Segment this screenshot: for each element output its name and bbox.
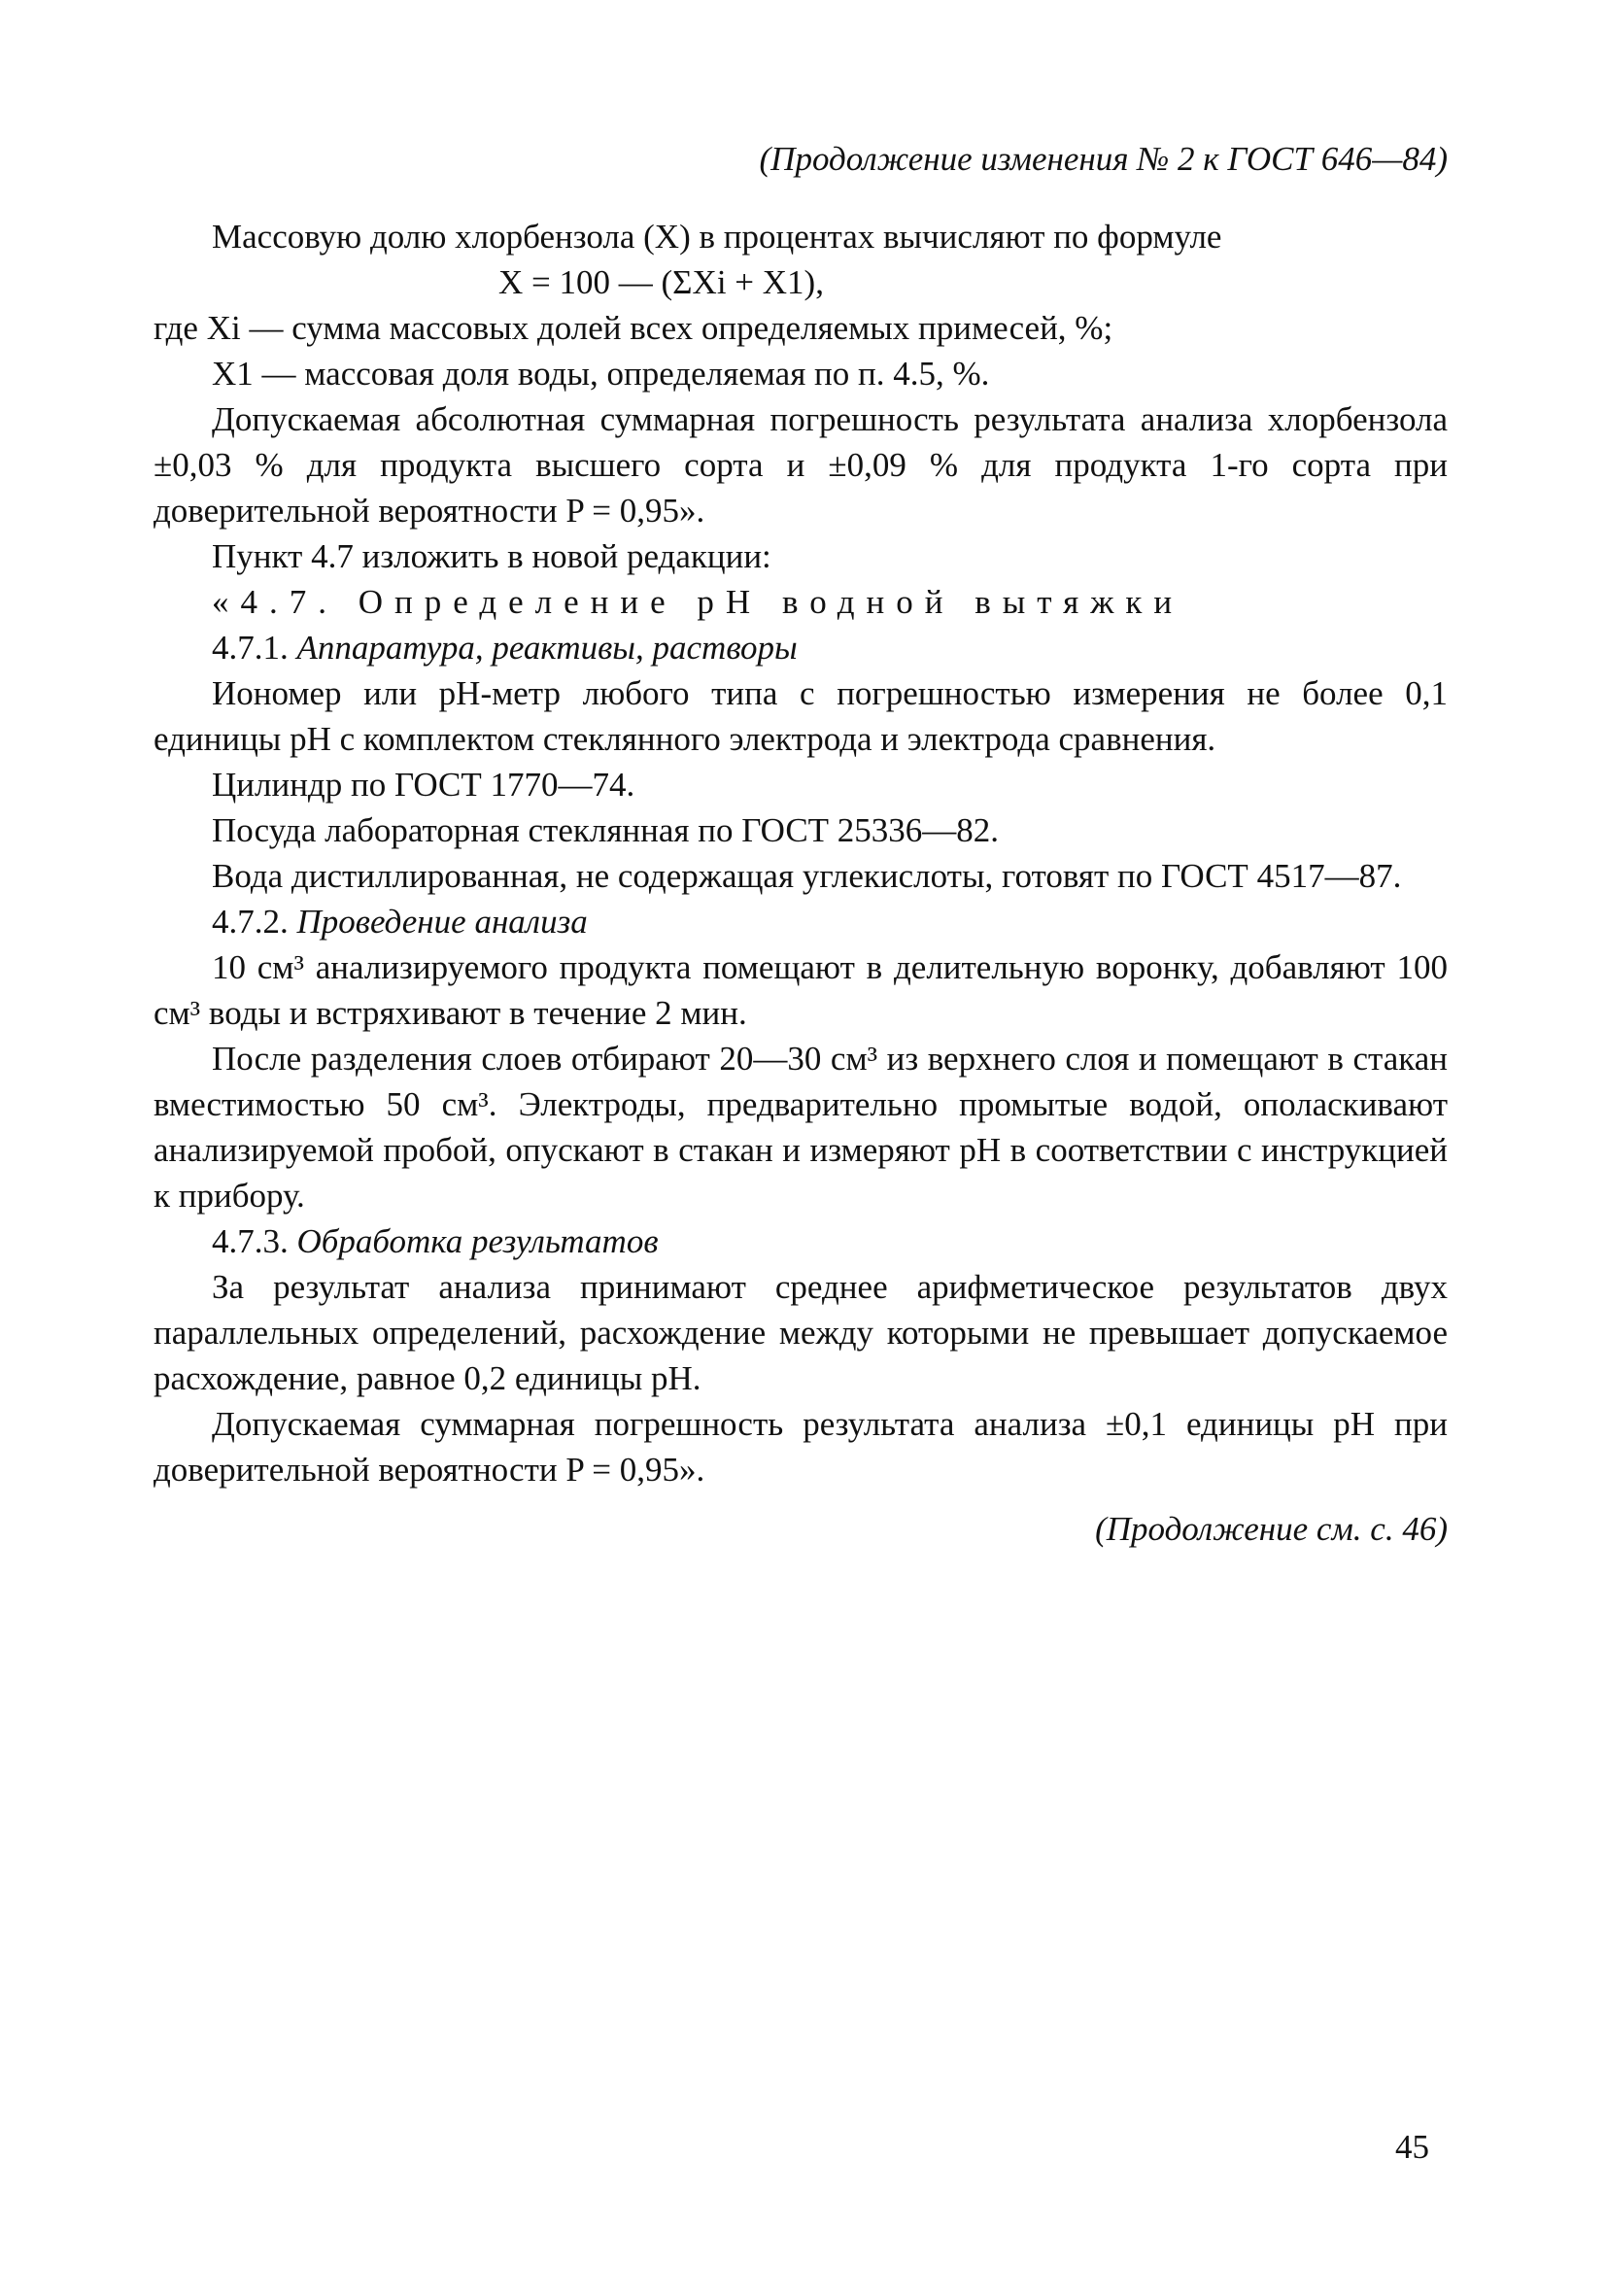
subsection-title: Аппаратура, реактивы, растворы	[296, 629, 798, 667]
paragraph-separation: После разделения слоев отбирают 20—30 см³ из верхнего слоя и помещают в стакан вместимостью 50 см³. Электроды, предварительно промытые водой, ополаскивают анализируемой пробой, опускают в стакан и измеряют pH в соответствии с инструкцией к прибору.	[154, 1040, 1448, 1215]
section-title: «4.7. Определение pH водной вытяжки	[212, 583, 1184, 621]
paragraph-sample: 10 см³ анализируемого продукта помещают в делительную воронку, добавляют 100 см³ воды и встряхивают в течение 2 мин.	[154, 948, 1448, 1032]
paragraph-ionomer: Иономер или pH-метр любого типа с погрешностью измерения не более 0,1 единицы pH с комплектом стеклянного электрода и электрода сравнения.	[154, 674, 1448, 758]
formula: X = 100 — (ΣXi + X1),	[498, 263, 824, 301]
subsection-number: 4.7.2.	[212, 903, 289, 941]
paragraph-error-ph: Допускаемая суммарная погрешность результата анализа ±0,1 единицы pH при доверительной вероятности P = 0,95».	[154, 1405, 1448, 1489]
paragraph-error-chlorobenzene: Допускаемая абсолютная суммарная погрешность результата анализа хлорбензола ±0,03 % для продукта высшего сорта и ±0,09 % для продукта 1-го сорта при доверительной вероятности P = 0,95».	[154, 400, 1448, 530]
continuation-footer: (Продолжение см. с. 46)	[1095, 1510, 1448, 1548]
subsection-4-7-1	[154, 625, 1448, 670]
document-page	[154, 136, 1448, 1552]
paragraph-mass-fraction: Массовую долю хлорбензола (X) в процентах вычисляют по формуле	[212, 218, 1222, 256]
paragraph-cylinder: Цилиндр по ГОСТ 1770—74.	[212, 766, 635, 804]
subsection-title: Проведение анализа	[296, 903, 588, 941]
subsection-4-7-2	[154, 899, 1448, 944]
page-number: 45	[1395, 2128, 1429, 2166]
continuation-header: (Продолжение изменения № 2 к ГОСТ 646—84)	[759, 140, 1448, 178]
formula-where-1: где Xi — сумма массовых долей всех определяемых примесей, %;	[154, 309, 1113, 347]
paragraph-result: За результат анализа принимают среднее арифметическое результатов двух параллельных определений, расхождение между которыми не превышает допускаемое расхождение, равное 0,2 единицы pH.	[154, 1268, 1448, 1397]
formula-where-2: X1 — массовая доля воды, определяемая по п. 4.5, %.	[212, 355, 990, 393]
paragraph-water: Вода дистиллированная, не содержащая углекислоты, готовят по ГОСТ 4517—87.	[212, 857, 1402, 895]
subsection-number: 4.7.1.	[212, 629, 289, 667]
subsection-title: Обработка результатов	[296, 1222, 659, 1260]
subsection-number: 4.7.3.	[212, 1222, 289, 1260]
subsection-4-7-3	[154, 1218, 1448, 1264]
paragraph-new-edition: Пункт 4.7 изложить в новой редакции:	[212, 537, 771, 575]
paragraph-glassware: Посуда лабораторная стеклянная по ГОСТ 25336—82.	[212, 811, 1000, 849]
